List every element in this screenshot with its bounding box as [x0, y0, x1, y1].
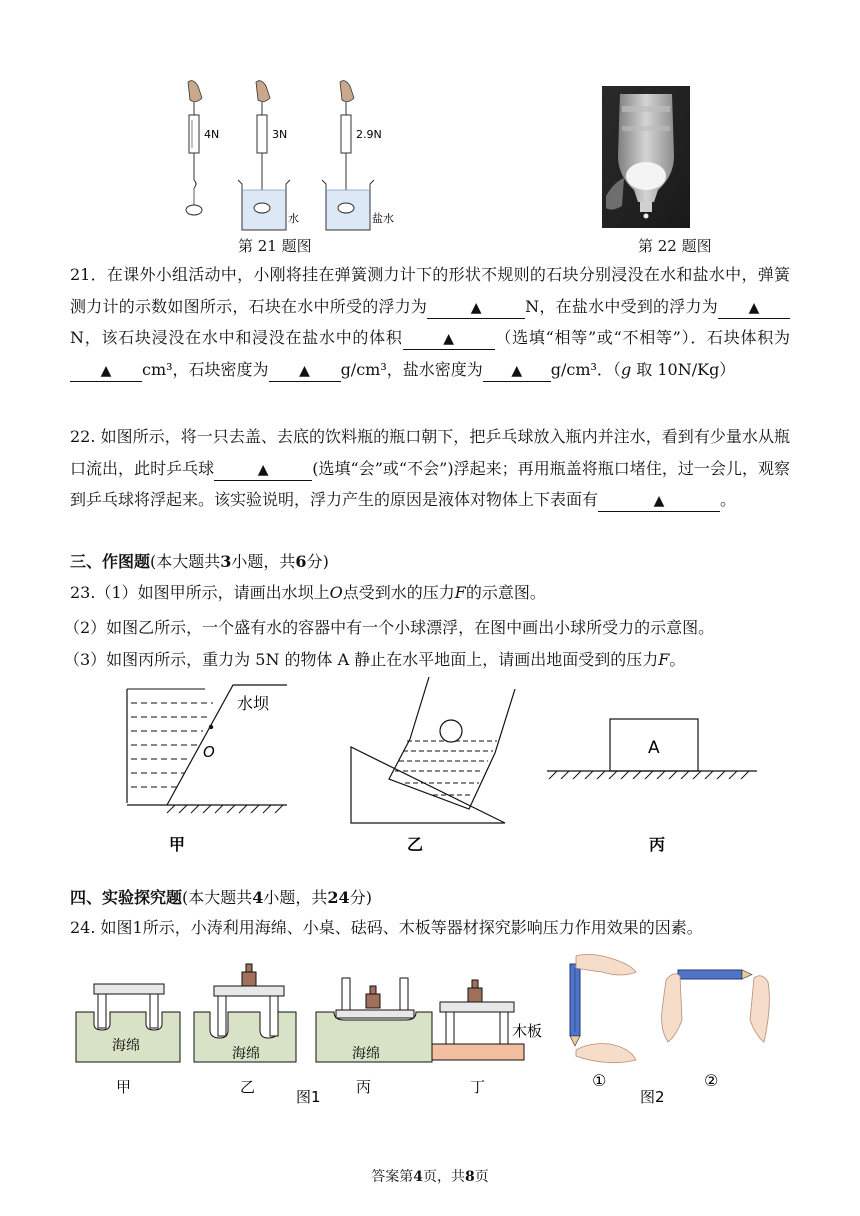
q21-g-variable: g: [620, 359, 632, 379]
figure-22-caption: 第 22 题图: [638, 237, 712, 255]
pencil-fingers-1: [570, 954, 636, 1062]
figure-1-label: 图1: [296, 1088, 321, 1106]
board-table-ding: [432, 980, 524, 1060]
page-footer: 答案第4页，共8页: [371, 1169, 489, 1185]
q21-text-3: N，该石块浸没在水中和浸没在盐水中的体积: [70, 328, 403, 347]
figure-21-caption: 第 21 题图: [238, 237, 312, 255]
q22-text-3: 。: [720, 490, 737, 509]
pencil-fingers-2: [662, 970, 770, 1042]
water-label: 水: [288, 212, 299, 225]
reading-water: 3N: [272, 128, 288, 141]
q21-text-5: cm³，石块密度为: [142, 359, 269, 379]
q21-text-4: （选填“相等”或“不相等”）．石块体积为: [494, 328, 790, 347]
caption-yi: 乙: [240, 1078, 256, 1096]
spring-scale-air: [186, 81, 202, 215]
q21-text-7: g/cm³．（: [550, 359, 621, 379]
q21-blank-3[interactable]: ▲: [403, 329, 495, 350]
q21-blank-6[interactable]: ▲: [483, 361, 551, 382]
question-22: [70, 421, 790, 516]
section-4-heading: 四、实验探究题(本大题共4小题，共24分): [70, 888, 372, 907]
figure-23: [115, 675, 765, 865]
figure-2-label: 图2: [640, 1088, 665, 1106]
sponge-label-jia: 海绵: [112, 1038, 140, 1054]
incline-container-diagram: [351, 677, 515, 823]
caption-jia: 甲: [169, 835, 186, 854]
q21-blank-2[interactable]: ▲: [718, 298, 790, 319]
mark-1: ①: [592, 1071, 607, 1090]
footer-total-pages: 8: [465, 1169, 475, 1185]
section-3-title: 三、作图题: [70, 552, 151, 571]
footer-page-number: 4: [413, 1169, 423, 1185]
board-label: 木板: [512, 1022, 543, 1040]
mark-2: ②: [704, 1071, 719, 1090]
q22-text-2: (选填“会”或“不会”)浮起来；再用瓶盖将瓶口堵住，过一会儿，观察到乒乓球将浮起来。该实验说明，浮力产生的原因是液体对物体上下表面有: [70, 458, 790, 509]
q21-text-8: 取 10N/Kg）: [631, 359, 736, 379]
figure-21: [180, 80, 420, 232]
q21-blank-5[interactable]: ▲: [269, 361, 341, 382]
q23-part-3: （3）如图丙所示，重力为 5N 的物体 A 静止在水平地面上，请画出地面受到的压力F。: [64, 650, 686, 669]
q23-part-2: （2）如图乙所示，一个盛有水的容器中有一个小球漂浮，在图中画出小球所受力的示意图。: [64, 618, 715, 637]
section-4-title: 四、实验探究题: [70, 888, 183, 907]
q22-text-1: 22. 如图所示，将一只去盖、去底的饮料瓶的瓶口朝下，把乒乓球放入瓶内并注水，看到有少量水从瓶口流出，此时乒乓球: [70, 427, 790, 478]
reading-air: 4N: [204, 128, 220, 141]
caption-bing: 丙: [649, 835, 666, 854]
figure-24: [70, 950, 790, 1118]
q23-part-1: 23.（1）如图甲所示，请画出水坝上O点受到水的压力F的示意图。: [70, 583, 546, 602]
section-3-heading: 三、作图题(本大题共3小题，共6分): [70, 552, 329, 571]
q22-blank-2[interactable]: ▲: [598, 491, 720, 512]
q21-text-2: N，在盐水中受到的浮力为: [525, 296, 718, 316]
q21-text-1: 21．在课外小组活动中，小刚将挂在弹簧测力计下的形状不规则的石块分别浸没在水和盐水中，弹簧测力计的示数如图所示，石块在水中所受的浮力为: [70, 265, 790, 316]
reading-saltwater: 2.9N: [356, 128, 382, 141]
block-a-label: A: [648, 738, 660, 758]
question-24: 24. 如图1所示，小涛利用海绵、小桌、砝码、木板等器材探究影响压力作用效果的因素。: [70, 918, 703, 937]
caption-jia: 甲: [116, 1078, 132, 1096]
figure-22-photo: [602, 86, 690, 228]
question-21: [70, 259, 790, 385]
spring-scale-water: [238, 81, 290, 230]
q21-blank-1[interactable]: ▲: [427, 298, 525, 319]
saltwater-label: 盐水: [372, 212, 394, 225]
spring-scale-saltwater: [322, 81, 374, 230]
q21-text-6: g/cm³，盐水密度为: [340, 359, 483, 379]
point-o-label: O: [203, 743, 215, 761]
sponge-label-bing: 海绵: [352, 1046, 380, 1062]
dam-label: 水坝: [237, 694, 270, 713]
caption-bing: 丙: [356, 1078, 372, 1096]
caption-yi: 乙: [407, 835, 424, 854]
q21-blank-4[interactable]: ▲: [70, 361, 142, 382]
q22-blank-1[interactable]: ▲: [214, 460, 312, 481]
caption-ding: 丁: [470, 1078, 486, 1096]
sponge-label-yi: 海绵: [232, 1046, 260, 1062]
